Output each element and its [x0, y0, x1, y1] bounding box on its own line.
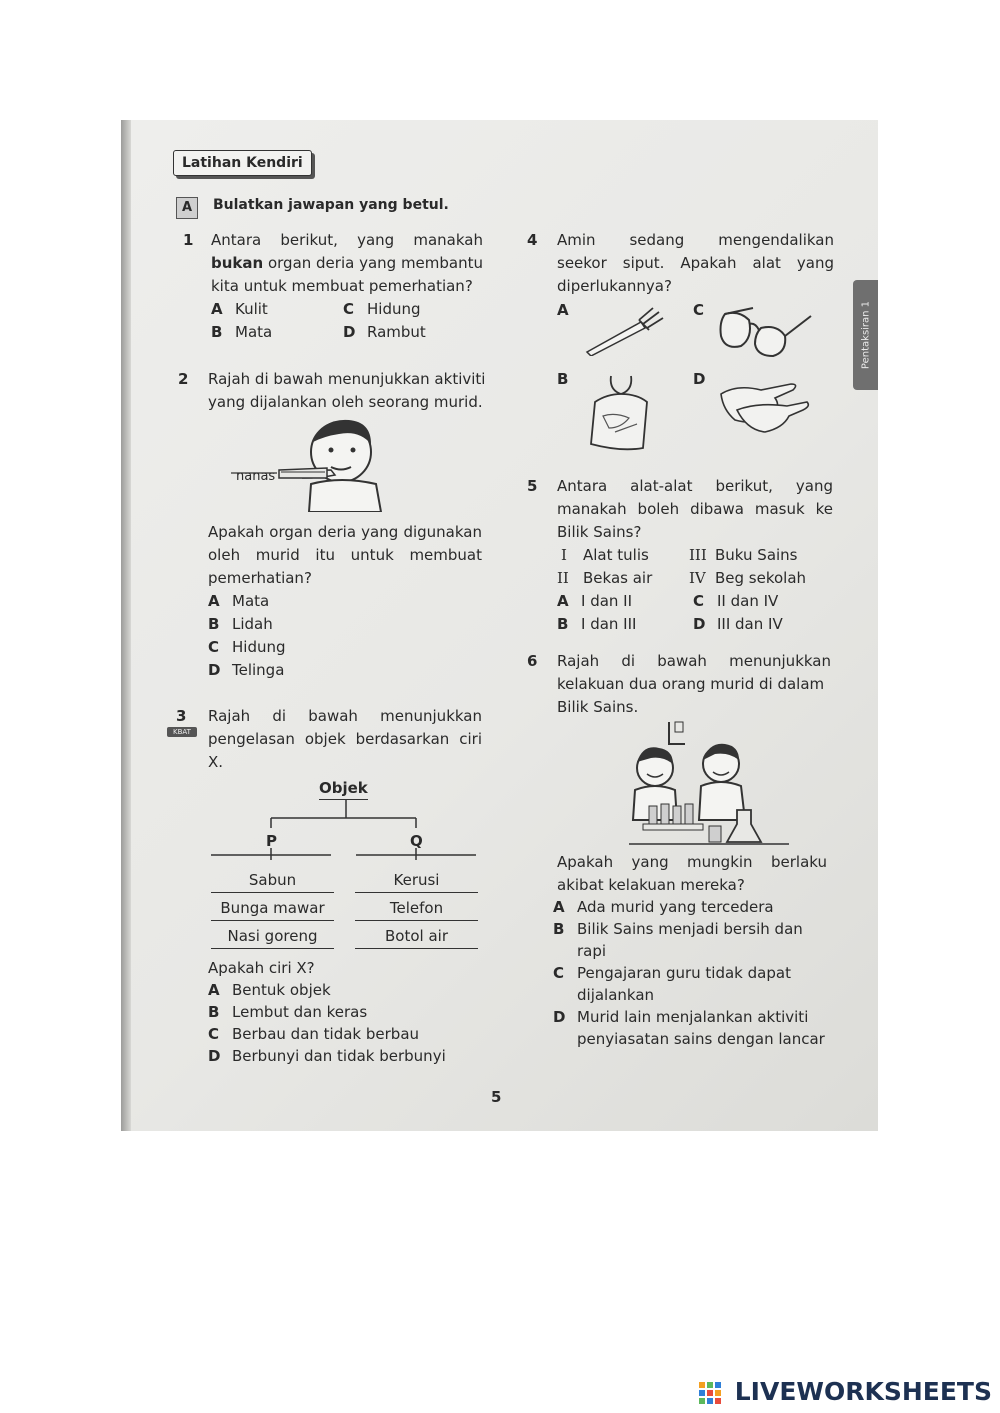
q4-option-c-letter[interactable]: C: [693, 301, 705, 319]
q5-line-1: Antara alat-alat berikut, yang: [557, 477, 833, 495]
q3-line-1: Rajah di bawah menunjukkan: [208, 707, 482, 725]
q1-option-d[interactable]: D Rambut: [343, 323, 426, 341]
tree-right-heading: Q: [410, 832, 423, 850]
q3-option-a[interactable]: A Bentuk objek: [208, 981, 331, 999]
q5-option-d[interactable]: D III dan IV: [693, 615, 783, 633]
tree-right-item-2: Telefon: [355, 897, 478, 921]
tree-right-item-3: Botol air: [355, 925, 478, 949]
q3-line-2: pengelasan objek berdasarkan ciri: [208, 730, 482, 748]
q2-line-1: Rajah di bawah menunjukkan aktiviti: [208, 370, 486, 388]
q2-question-line-3: pemerhatian?: [208, 569, 312, 587]
q6-option-a[interactable]: A Ada murid yang tercedera: [553, 898, 774, 916]
q2-label-nanas: nanas: [236, 469, 276, 484]
plastic-bag-icon[interactable]: [581, 372, 661, 454]
q2-option-c[interactable]: C Hidung: [208, 638, 286, 656]
q2-option-a[interactable]: A Mata: [208, 592, 270, 610]
q5-line-2: manakah boleh dibawa masuk ke: [557, 500, 833, 518]
q3-option-b[interactable]: B Lembut dan keras: [208, 1003, 368, 1021]
q6-option-c[interactable]: C Pengajaran guru tidak dapat: [553, 964, 791, 982]
q6-line-1: Rajah di bawah menunjukkan: [557, 652, 831, 670]
tree-left-item-2: Bunga mawar: [211, 897, 334, 921]
worksheet-page: [121, 120, 878, 1131]
glasses-icon[interactable]: [715, 306, 815, 358]
q5-option-a[interactable]: A I dan II: [557, 592, 633, 610]
gloves-icon[interactable]: [717, 376, 812, 434]
q2-question-line-1: Apakah organ deria yang digunakan: [208, 523, 482, 541]
q6-question-line-2: akibat kelakuan mereka?: [557, 876, 745, 894]
q1-option-b[interactable]: B Mata: [211, 323, 273, 341]
q6-option-d[interactable]: D Murid lain menjalankan aktiviti: [553, 1008, 809, 1026]
q2-line-2: yang dijalankan oleh seorang murid.: [208, 393, 483, 411]
q4-line-1: Amin sedang mengendalikan: [557, 231, 834, 249]
side-tab: Pentaksiran 1: [853, 280, 878, 390]
students-in-lab-illustration: [629, 720, 789, 848]
brand-wordmark[interactable]: LIVEWORKSHEETS: [734, 1377, 992, 1406]
part-letter: A: [176, 197, 198, 219]
q4-option-a-letter[interactable]: A: [557, 301, 569, 319]
q4-option-b-letter[interactable]: B: [557, 370, 569, 388]
q1-option-a[interactable]: A Kulit: [211, 300, 268, 318]
q4-line-2: seekor siput. Apakah alat yang: [557, 254, 834, 272]
q5-line-3: Bilik Sains?: [557, 523, 642, 541]
q5-option-b[interactable]: B I dan III: [557, 615, 637, 633]
q5-item-iv: IV Beg sekolah: [689, 569, 807, 587]
boy-eating-pineapple-illustration: [231, 412, 411, 512]
fork-icon[interactable]: [583, 306, 668, 356]
q5-item-iii: III Buku Sains: [689, 546, 798, 564]
q6-line-2: kelakuan dua orang murid di dalam: [557, 675, 825, 693]
q4-line-3: diperlukannya?: [557, 277, 672, 295]
q5-item-ii: II Bekas air: [557, 569, 653, 587]
q5-item-i: I Alat tulis: [561, 546, 649, 564]
q4-number: 4: [527, 231, 538, 249]
tree-right-item-1: Kerusi: [355, 869, 478, 893]
q6-line-3: Bilik Sains.: [557, 698, 639, 716]
section-title: Latihan Kendiri: [173, 150, 312, 176]
q3-option-d[interactable]: D Berbunyi dan tidak berbunyi: [208, 1047, 446, 1065]
q6-question-line-1: Apakah yang mungkin berlaku: [557, 853, 827, 871]
q5-option-c[interactable]: C II dan IV: [693, 592, 779, 610]
q6-option-c-line-2: dijalankan: [577, 986, 655, 1004]
q2-option-d[interactable]: D Telinga: [208, 661, 285, 679]
q3-badge: KBAT: [167, 727, 197, 737]
q1-number: 1: [183, 231, 194, 249]
instruction: Bulatkan jawapan yang betul.: [213, 197, 449, 213]
q3-option-c[interactable]: C Berbau dan tidak berbau: [208, 1025, 420, 1043]
q1-line-3: kita untuk membuat pemerhatian?: [211, 277, 473, 295]
q1-line-1: Antara berikut, yang manakah: [211, 231, 483, 249]
q6-option-d-line-2: penyiasatan sains dengan lancar: [577, 1030, 825, 1048]
tree-connectors: [211, 800, 481, 860]
tree-root: Objek: [319, 777, 368, 800]
q2-question-line-2: oleh murid itu untuk membuat: [208, 546, 482, 564]
tree-left-item-3: Nasi goreng: [211, 925, 334, 949]
page-number: 5: [491, 1088, 502, 1106]
q4-option-d-letter[interactable]: D: [693, 370, 706, 388]
q6-option-b-line-2: rapi: [577, 942, 607, 960]
q1-option-c[interactable]: C Hidung: [343, 300, 421, 318]
q3-line-3: X.: [208, 753, 224, 771]
q6-number: 6: [527, 652, 538, 670]
tree-left-heading: P: [266, 832, 277, 850]
tree-left-item-1: Sabun: [211, 869, 334, 893]
q2-number: 2: [178, 370, 189, 388]
q3-number: 3: [176, 707, 187, 725]
q3-question: Apakah ciri X?: [208, 959, 315, 977]
q5-number: 5: [527, 477, 538, 495]
q6-option-b[interactable]: B Bilik Sains menjadi bersih dan: [553, 920, 803, 938]
q1-line-2: bukan organ deria yang membantu: [211, 254, 484, 272]
liveworksheets-logo-icon: [698, 1381, 722, 1405]
q2-option-b[interactable]: B Lidah: [208, 615, 273, 633]
